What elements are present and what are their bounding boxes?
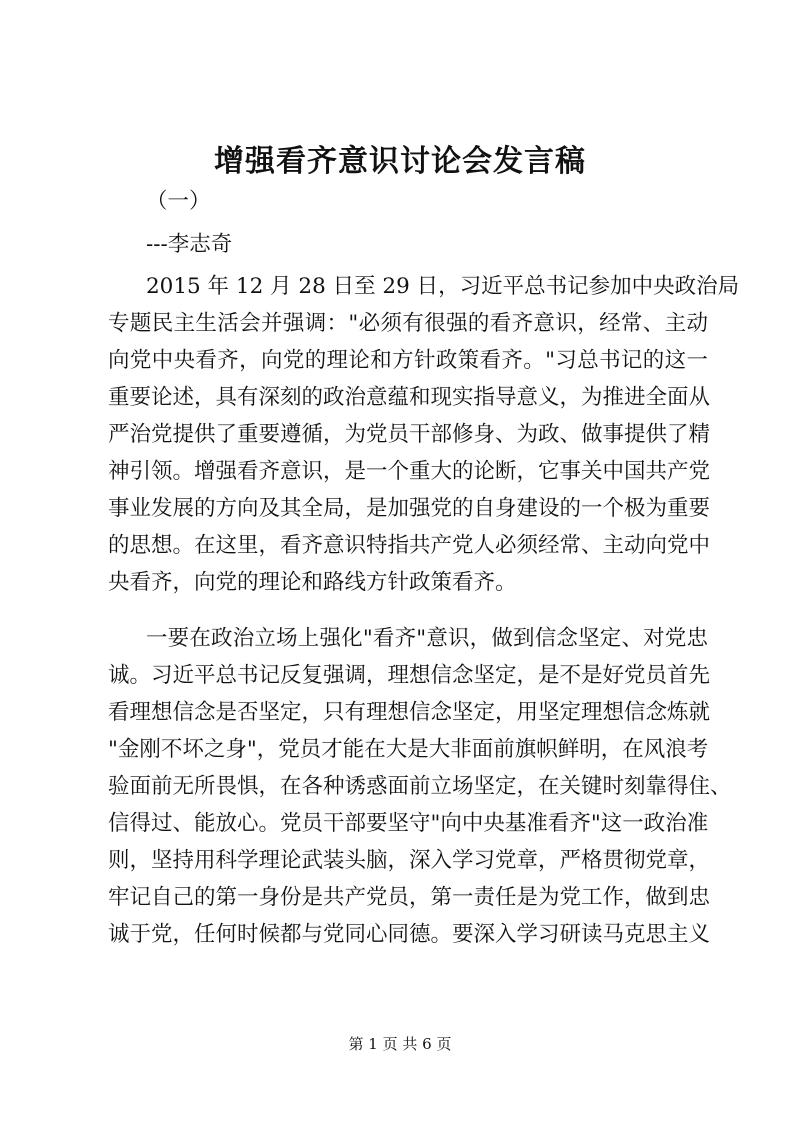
paragraph-line: 严治党提供了重要遵循，为党员干部修身、为政、做事提供了精: [108, 422, 711, 447]
paragraph-line: "金刚不坏之身"，党员才能在大是大非面前旗帜鲜明，在风浪考: [108, 737, 709, 762]
document-title: 增强看齐意识讨论会发言稿: [214, 144, 586, 179]
paragraph-line: 诚于党，任何时候都与党同心同德。要深入学习研读马克思主义: [108, 922, 711, 947]
paragraph-line: 神引领。增强看齐意识，是一个重大的论断，它事关中国共产党: [108, 459, 711, 484]
paragraph-line: 验面前无所畏惧，在各种诱惑面前立场坚定，在关键时刻靠得住、: [108, 774, 732, 799]
paragraph-line: 事业发展的方向及其全局，是加强党的自身建设的一个极为重要: [108, 496, 711, 521]
paragraph-line: 的思想。在这里，看齐意识特指共产党人必须经常、主动向党中: [108, 533, 711, 558]
paragraph-line: 诚。习近平总书记反复强调，理想信念坚定，是不是好党员首先: [108, 663, 711, 688]
paragraph-line: 央看齐，向党的理论和路线方针政策看齐。: [108, 570, 517, 595]
author-line: ---李志奇: [146, 232, 233, 257]
section-label: （一）: [146, 189, 211, 214]
paragraph-line: 则，坚持用科学理论武装头脑，深入学习党章，严格贯彻党章，: [108, 848, 711, 873]
paragraph-line: 信得过、能放心。党员干部要坚守"向中央基准看齐"这一政治准: [108, 811, 709, 836]
paragraph-line: 牢记自己的第一身份是共产党员，第一责任是为党工作，做到忠: [108, 885, 711, 910]
paragraph-line: 一要在政治立场上强化"看齐"意识，做到信念坚定、对党忠: [146, 626, 708, 651]
paragraph-line: 专题民主生活会并强调："必须有很强的看齐意识，经常、主动: [108, 311, 708, 336]
paragraph-line: 2015 年 12 月 28 日至 29 日，习近平总书记参加中央政治局: [146, 274, 740, 299]
paragraph-line: 重要论述，具有深刻的政治意蕴和现实指导意义，为推进全面从: [108, 385, 711, 410]
page-indicator: 第 1 页 共 6 页: [348, 1035, 452, 1053]
paragraph-line: 向党中央看齐，向党的理论和方针政策看齐。"习总书记的这一: [108, 348, 708, 373]
paragraph-line: 看理想信念是否坚定，只有理想信念坚定，用坚定理想信念炼就: [108, 700, 711, 725]
